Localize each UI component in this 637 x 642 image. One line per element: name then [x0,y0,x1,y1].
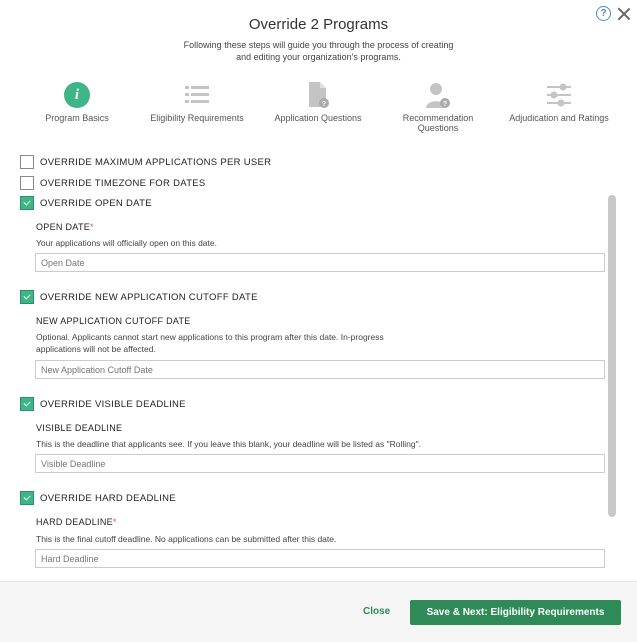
list-icon [184,83,210,107]
wizard-stepper [0,80,637,140]
step-label-line-2: Questions [417,123,459,133]
cutoff-date-input[interactable] [35,360,605,379]
scrollbar-thumb[interactable] [608,195,616,517]
checkbox-label: OVERRIDE HARD DEADLINE [40,492,176,504]
step-program-basics[interactable] [17,80,137,123]
hard-deadline-label [36,517,117,527]
checkbox-override-visible-deadline[interactable] [20,397,34,411]
option-override-open-date[interactable] [20,196,152,210]
modal-subtitle [0,39,637,63]
required-marker: * [90,222,94,232]
checkbox-label: OVERRIDE MAXIMUM APPLICATIONS PER USER [40,156,272,168]
step-eligibility-requirements[interactable] [137,80,257,123]
save-next-button[interactable]: Save & Next: Eligibility Requirements [410,600,621,625]
option-override-max-applications[interactable] [20,155,271,169]
checkbox-label: OVERRIDE VISIBLE DEADLINE [40,398,186,410]
document-icon [305,81,331,109]
hard-deadline-label-text: HARD DEADLINE [36,517,113,527]
person-icon [424,81,452,109]
open-date-input[interactable] [35,253,605,272]
hard-deadline-input[interactable] [35,549,605,568]
subtitle-line-2: and editing your organization's programs. [236,52,401,62]
visible-deadline-input[interactable] [35,454,605,473]
cutoff-date-label: NEW APPLICATION CUTOFF DATE [36,316,191,326]
help-icon[interactable]: ? [596,6,611,21]
modal-title: Override 2 Programs [248,16,389,33]
form-scroll-area[interactable] [0,153,622,581]
checkbox-override-open-date[interactable] [20,196,34,210]
required-marker: * [112,517,117,527]
open-date-label-text: OPEN DATE [36,222,91,232]
step-application-questions[interactable] [258,80,378,123]
open-date-label [36,222,94,232]
sliders-icon [545,82,573,108]
scrollbar[interactable] [606,153,618,581]
step-label: Adjudication and Ratings [509,113,609,123]
step-adjudication-ratings[interactable] [499,80,619,123]
step-label [378,114,498,133]
checkbox-override-cutoff-date[interactable] [20,290,34,304]
step-recommendation-questions[interactable] [378,80,498,133]
step-label: Application Questions [274,113,362,123]
checkbox-override-max-applications[interactable] [20,155,34,169]
checkbox-label: OVERRIDE TIMEZONE FOR DATES [40,177,206,189]
close-button[interactable]: Close [363,606,391,617]
option-override-timezone[interactable] [20,176,206,190]
modal-footer [0,581,637,642]
cutoff-date-help: Optional. Applicants cannot start new applications to this program after this date. In-progress applications will not be affected. [36,332,384,354]
visible-deadline-help: This is the deadline that applicants see. If you leave this blank, your deadline will be listed as "Rolling". [36,439,421,449]
subtitle-line-1: Following these steps will guide you through the process of creating [183,40,454,50]
option-override-visible-deadline[interactable] [20,397,186,411]
option-override-hard-deadline[interactable] [20,491,176,505]
svg-text:?: ? [442,101,448,108]
option-override-cutoff-date[interactable] [20,290,258,304]
step-label: Program Basics [45,113,109,123]
hard-deadline-help: This is the final cutoff deadline. No applications can be submitted after this date. [36,534,337,544]
step-label: Eligibility Requirements [150,113,244,123]
info-icon: i [64,82,90,108]
checkbox-override-timezone[interactable] [20,176,34,190]
open-date-help: Your applications will officially open on this date. [36,238,217,248]
svg-text:?: ? [321,101,327,108]
checkbox-override-hard-deadline[interactable] [20,491,34,505]
visible-deadline-label: VISIBLE DEADLINE [36,423,123,433]
checkbox-label: OVERRIDE NEW APPLICATION CUTOFF DATE [40,291,258,303]
step-label-line-1: Recommendation [402,113,474,123]
checkbox-label: OVERRIDE OPEN DATE [40,197,152,209]
